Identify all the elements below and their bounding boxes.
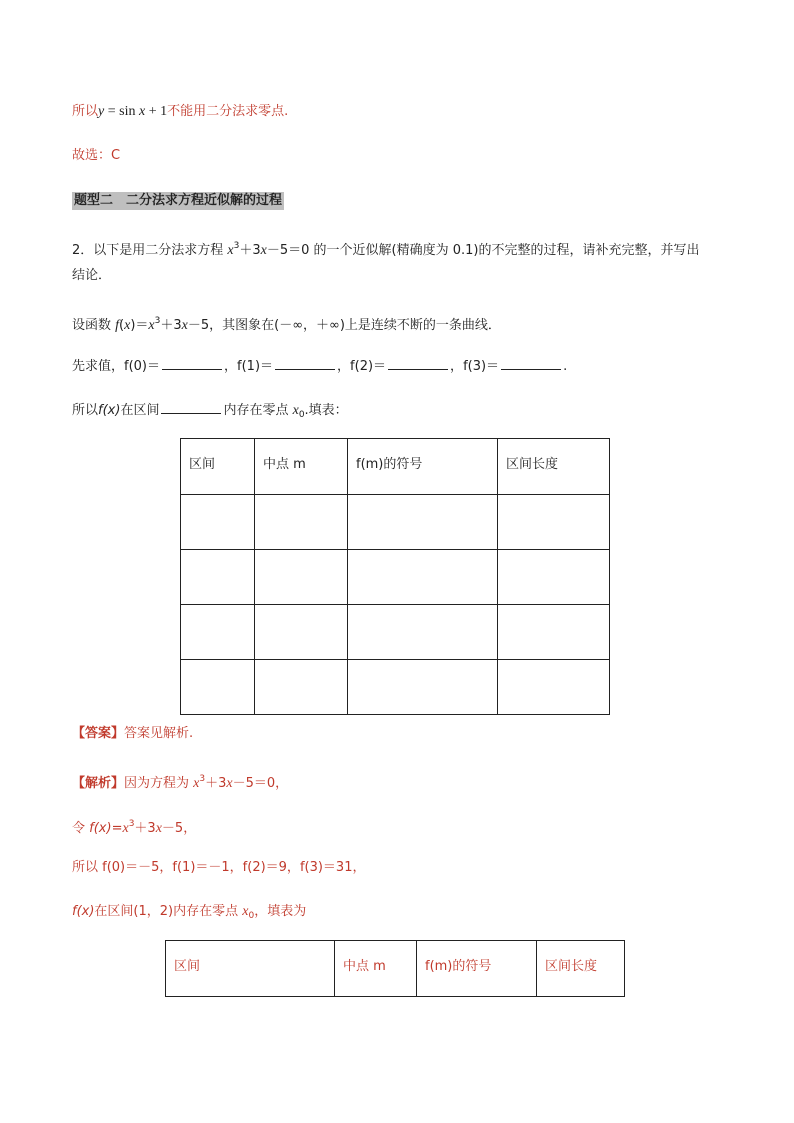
- analysis-exp: 3: [199, 774, 206, 784]
- setup-a: 设函数: [72, 318, 116, 333]
- setup-line: [72, 312, 501, 335]
- math-eq: = sin: [104, 104, 136, 119]
- table-header-row: [181, 439, 610, 495]
- blank-f0[interactable]: [162, 357, 222, 370]
- analysis-line: [72, 770, 288, 793]
- interval-line: [72, 401, 348, 424]
- table-cell[interactable]: [498, 660, 610, 715]
- analysis-c: －5＝0，: [232, 776, 289, 791]
- header-sign: f(m)的符号: [348, 439, 498, 495]
- interval-a: 所以: [72, 403, 99, 418]
- prefix-text: 所以: [72, 104, 99, 119]
- table-row: [181, 550, 610, 605]
- let-x2: x: [155, 821, 162, 836]
- zero-a: 在区间(1，2)内存在零点: [94, 904, 243, 919]
- setup-exp: 3: [154, 316, 161, 326]
- q-exp: 3: [233, 241, 240, 251]
- setup-f: f: [115, 318, 120, 333]
- result-f1: f(1)＝－1，: [172, 860, 243, 875]
- let-x: x: [122, 821, 129, 836]
- let-b: =: [111, 821, 123, 836]
- suffix-text: 不能用二分法求零点.: [167, 104, 289, 119]
- blank-interval[interactable]: [161, 401, 221, 414]
- math-plus: + 1: [145, 104, 168, 119]
- analysis-label: 【解析】: [72, 776, 125, 791]
- var-y: y: [98, 104, 105, 119]
- table-row: [181, 495, 610, 550]
- header-interval: 区间: [166, 941, 335, 997]
- table-cell[interactable]: [498, 605, 610, 660]
- table-cell[interactable]: [348, 550, 498, 605]
- answer-choice-line: 故选：C: [72, 148, 121, 163]
- results-line: [72, 859, 365, 877]
- header-midpoint: 中点 m: [255, 439, 348, 495]
- interval-d: .填表：: [304, 403, 348, 418]
- table-header-row: [166, 941, 625, 997]
- setup-x2: x: [148, 318, 155, 333]
- table-cell[interactable]: [348, 660, 498, 715]
- value-f1-label: f(1)＝: [237, 359, 274, 374]
- sep-1: ，: [224, 359, 238, 374]
- table-cell[interactable]: [348, 605, 498, 660]
- table-cell[interactable]: [255, 550, 348, 605]
- sep-2: ，: [337, 359, 351, 374]
- line-sinx-conclusion: [72, 103, 288, 121]
- q-text-a: 2．以下是用二分法求方程: [72, 243, 228, 258]
- interval-b: 在区间: [120, 403, 160, 418]
- zero-x0: x: [242, 904, 249, 919]
- zero-b: ，填表为: [254, 904, 307, 919]
- values-prefix: 先求值，: [72, 359, 125, 374]
- let-a: 令: [72, 821, 90, 836]
- setup-x: x: [124, 318, 131, 333]
- table-cell[interactable]: [181, 495, 255, 550]
- let-c: ＋3: [134, 821, 156, 836]
- let-d: －5，: [161, 821, 197, 836]
- blank-f2[interactable]: [388, 357, 448, 370]
- setup-d: ＋3: [160, 318, 182, 333]
- setup-c: )＝: [130, 318, 149, 333]
- table-cell[interactable]: [255, 660, 348, 715]
- q-text-b: ＋3: [239, 243, 261, 258]
- value-f3-label: f(3)＝: [463, 359, 500, 374]
- answer-text: 答案见解析.: [124, 726, 194, 741]
- header-midpoint: 中点 m: [335, 941, 417, 997]
- question-line-1: [72, 237, 699, 260]
- setup-b: (: [119, 318, 125, 333]
- answer-line: [72, 725, 193, 743]
- setup-e: －5，其图象在(－∞，＋∞)上是连续不断的一条曲线．: [187, 318, 501, 333]
- answer-label: 【答案】: [72, 726, 125, 741]
- table-cell[interactable]: [348, 495, 498, 550]
- values-end: .: [563, 359, 568, 374]
- result-f3: f(3)＝31，: [299, 860, 366, 875]
- let-f: f(x): [89, 821, 112, 836]
- analysis-b: ＋3: [205, 776, 227, 791]
- q-var-x: x: [227, 243, 234, 258]
- var-x: x: [138, 104, 146, 119]
- analysis-x2: x: [226, 776, 233, 791]
- value-f0-label: f(0)＝: [124, 359, 161, 374]
- setup-x3: x: [181, 318, 188, 333]
- let-exp: 3: [128, 819, 135, 829]
- fill-table: [180, 438, 610, 715]
- values-line: [72, 357, 567, 376]
- interval-x0: x: [292, 403, 299, 418]
- q-text-c: －5＝0 的一个近似解(精确度为 0.1)的不完整的过程，请补充完整，并写出: [266, 243, 700, 258]
- header-length: 区间长度: [498, 439, 610, 495]
- answer-table: [165, 940, 625, 997]
- analysis-x: x: [193, 776, 200, 791]
- header-interval: 区间: [181, 439, 255, 495]
- table-cell[interactable]: [498, 550, 610, 605]
- header-sign: f(m)的符号: [417, 941, 537, 997]
- table-cell[interactable]: [181, 660, 255, 715]
- table-cell[interactable]: [255, 605, 348, 660]
- results-a: 所以: [72, 860, 103, 875]
- table-cell[interactable]: [255, 495, 348, 550]
- table-cell[interactable]: [498, 495, 610, 550]
- table-row: [181, 605, 610, 660]
- table-cell[interactable]: [181, 605, 255, 660]
- blank-f1[interactable]: [275, 357, 335, 370]
- table-row: [181, 660, 610, 715]
- header-length: 区间长度: [537, 941, 625, 997]
- section-heading: 题型二 二分法求方程近似解的过程: [74, 193, 283, 208]
- interval-sub0: 0: [298, 410, 305, 420]
- table-cell[interactable]: [181, 550, 255, 605]
- interval-c: 内存在零点: [223, 403, 293, 418]
- zero-fx: f(x): [72, 904, 95, 919]
- zero-line: [72, 903, 306, 925]
- value-f2-label: f(2)＝: [350, 359, 387, 374]
- blank-f3[interactable]: [501, 357, 561, 370]
- sep-3: ，: [450, 359, 464, 374]
- question-line-2: 结论．: [72, 268, 112, 283]
- interval-fx: f(x): [98, 403, 121, 418]
- result-f2: f(2)＝9，: [242, 860, 300, 875]
- q-var-x2: x: [260, 243, 267, 258]
- zero-sub0: 0: [248, 911, 255, 921]
- math-expression: [98, 104, 167, 119]
- analysis-a: 因为方程为: [124, 776, 194, 791]
- let-line: [72, 815, 196, 838]
- result-f0: f(0)＝－5，: [102, 860, 173, 875]
